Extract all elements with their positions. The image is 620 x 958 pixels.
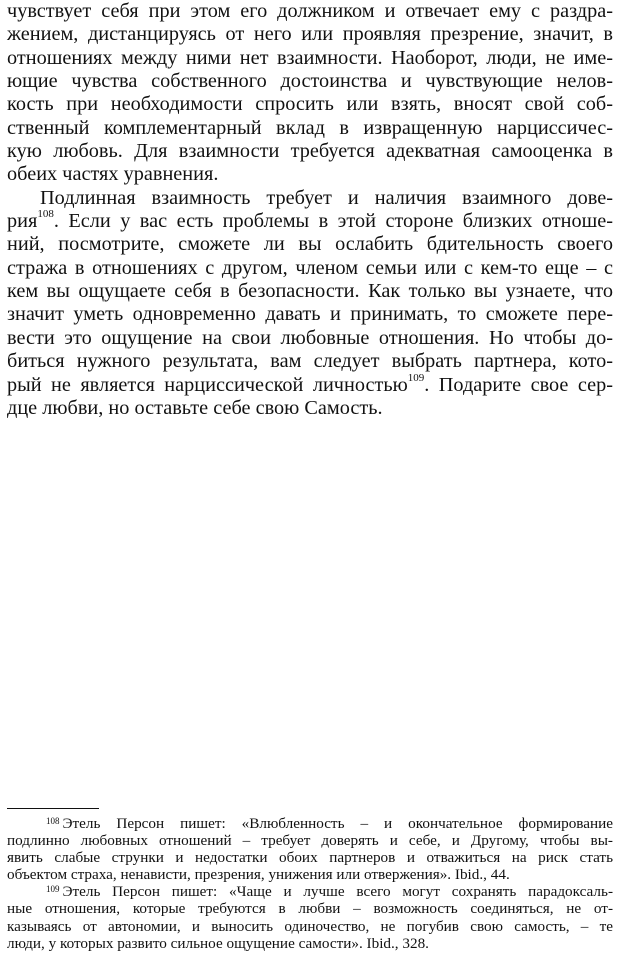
footnote-line: объектом страха, ненависти, презрения, унижения или отвержения». Ibid., 44. bbox=[7, 866, 510, 884]
footnote-divider bbox=[7, 808, 99, 809]
text-line: ственный комплементарный вклад в извращенную нарциссичес- bbox=[7, 116, 613, 139]
footnote-109 bbox=[7, 883, 613, 951]
text-fragment: рия bbox=[7, 210, 38, 233]
text-line bbox=[7, 371, 613, 397]
footnote-line bbox=[7, 815, 613, 832]
footnote-number: 108 bbox=[46, 816, 60, 826]
text-line: обеих частях уравнения. bbox=[7, 163, 219, 186]
footnote-line: казываясь от автономии, и выносить одиночество, не погубив свою самость, – те bbox=[7, 917, 613, 935]
paragraph-2 bbox=[7, 187, 613, 420]
text-line: кую любовь. Для взаимности требуется адекватная самооценка в bbox=[7, 140, 613, 163]
text-line: дце любви, но оставьте себе свою Самость. bbox=[7, 396, 383, 419]
text-line: отношениях между ними нет взаимности. Наоборот, люди, не име- bbox=[7, 46, 613, 69]
text-line: жением, дистанцируясь от него или проявляя презрение, значит, в bbox=[7, 23, 613, 46]
text-fragment: рый не является нарциссической личностью bbox=[7, 373, 408, 396]
footnote-number: 109 bbox=[46, 884, 60, 895]
text-line: Подлинная взаимность требует и наличия взаимного дове- bbox=[40, 186, 613, 209]
footnote-line: явить слабые струнки и недостатки обоих партнеров и отважиться на риск стать bbox=[7, 849, 613, 867]
footnote-line: подлинно любовных отношений – требует доверять и себе, и Другому, чтобы вы- bbox=[7, 832, 613, 850]
text-line: чувствует себя при этом его должником и отвечает ему с раздра- bbox=[7, 0, 613, 22]
text-fragment: . Подарите свое сер- bbox=[424, 373, 613, 396]
footnote-text: Этель Персон пишет: «Влюбленность – и окончательное формирование bbox=[62, 815, 613, 832]
footnote-ref-108[interactable]: 108 bbox=[37, 208, 54, 221]
footnote-line: люди, у которых развито сильное ощущение самости». Ibid., 328. bbox=[7, 934, 429, 952]
text-fragment: . Если у вас есть проблемы в этой стороне близких отноше- bbox=[53, 210, 613, 233]
footnotes bbox=[7, 815, 613, 952]
footnote-text: Этель Персон пишет: «Чаще и лучше всего могут сохранять парадоксаль- bbox=[62, 883, 613, 901]
text-line: ющие чувства собственного достоинства и чувствующие нелов- bbox=[7, 70, 613, 93]
text-line: ний, посмотрите, сможете ли вы ослабить бдительность своего bbox=[7, 233, 613, 256]
main-text bbox=[7, 0, 613, 420]
footnote-line bbox=[7, 883, 613, 900]
footnote-line: ные отношения, которые требуются в любви – возможность соединяться, не от- bbox=[7, 900, 613, 918]
text-line: стража в отношениях с другом, членом семьи или с кем-то еще – с bbox=[7, 256, 613, 279]
paragraph-1 bbox=[7, 0, 613, 187]
text-line: биться нужного результата, вам следует выбрать партнера, кото- bbox=[7, 350, 613, 373]
text-line: вести это ощущение на свои любовные отношения. Но чтобы до- bbox=[7, 326, 613, 349]
text-line: значит уметь одновременно давать и принимать, то сможете пере- bbox=[7, 303, 613, 326]
text-line: кем вы ощущаете себя в безопасности. Как только вы узнаете, что bbox=[7, 280, 613, 303]
text-line: кость при необходимости спросить или взять, вносят свой соб- bbox=[7, 93, 613, 116]
text-line bbox=[7, 210, 613, 233]
footnote-108 bbox=[7, 815, 613, 883]
footnote-ref-109[interactable]: 109 bbox=[407, 371, 425, 384]
